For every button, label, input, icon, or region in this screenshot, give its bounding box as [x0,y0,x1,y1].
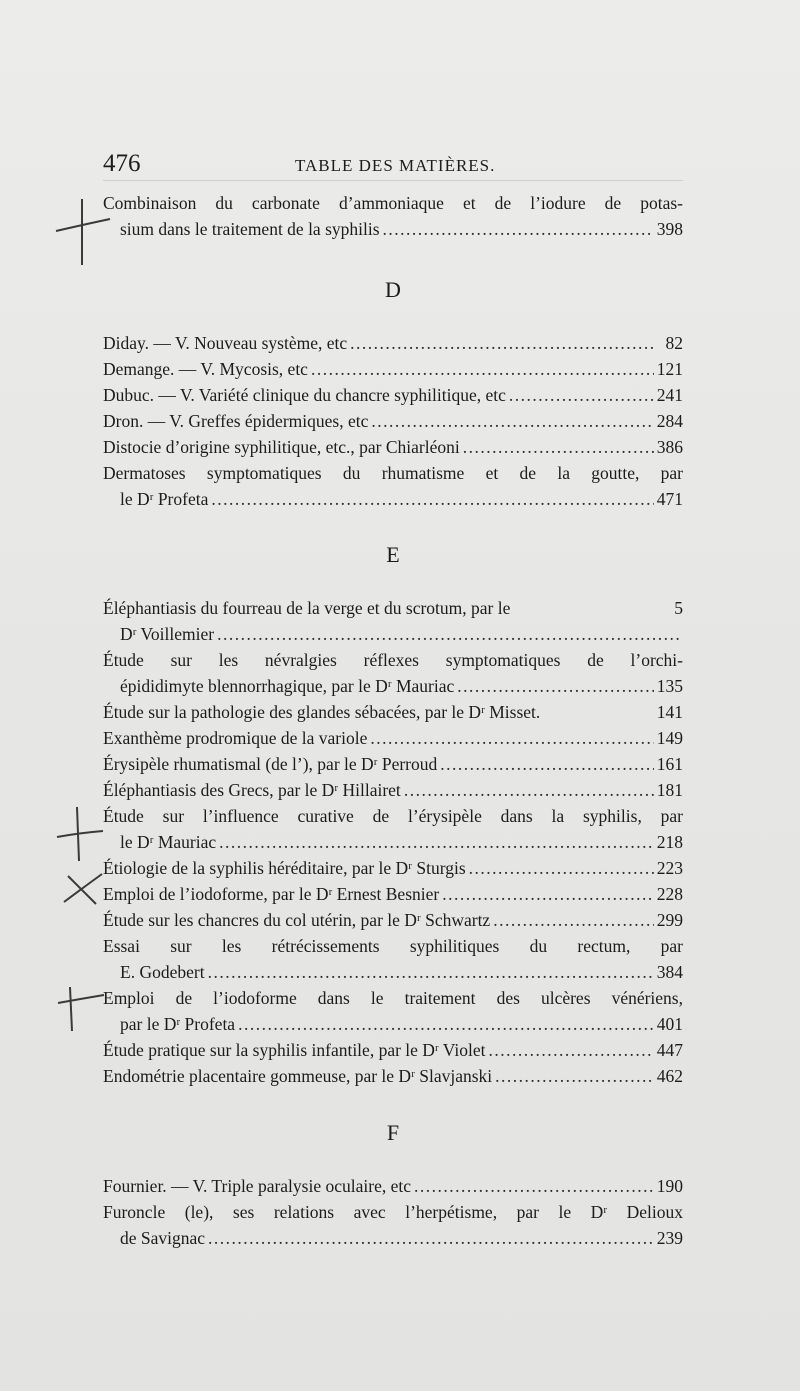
entry-page: 223 [656,858,683,878]
index-entry-line [103,884,683,910]
index-entry-line [103,910,683,936]
leader-dots [404,780,654,801]
entry-text: le Dʳ Profeta [120,489,209,509]
entry-text: Étude pratique sur la syphilis infantile, par le Dʳ Violet [103,1040,486,1060]
leader-dots [219,832,654,853]
leader-dots [217,624,680,645]
leader-dots [371,411,653,432]
entry-text: Furoncle (le), ses relations avec l’herpétisme, par le Dʳ Delioux [103,1202,683,1222]
leader-dots [495,1066,654,1087]
entry-text: Endométrie placentaire gommeuse, par le Dʳ Slavjanski [103,1066,493,1086]
entry-page: 141 [656,702,683,722]
entry-page: 239 [656,1228,683,1248]
leader-dots [211,489,653,510]
entry-page: 384 [656,962,683,982]
entry-page: 299 [656,910,683,930]
index-entry-line [120,219,683,245]
leader-dots [238,1014,654,1035]
index-entry-line [103,193,683,219]
entry-page: 284 [656,411,683,431]
entry-text: par le Dʳ Profeta [120,1014,236,1034]
entry-page: 149 [656,728,683,748]
leader-dots [463,437,654,458]
index-entry-line [120,962,683,988]
index-entry-line [103,1176,683,1202]
entry-text: Éléphantiasis des Grecs, par le Dʳ Hillairet [103,780,401,800]
entry-page: 218 [656,832,683,852]
leader-dots [383,219,654,240]
index-entry-line [103,936,683,962]
index-entry-line [103,754,683,780]
entry-page: 401 [656,1014,683,1034]
index-entry-line [103,806,683,832]
index-entry-line [103,702,683,728]
leader-dots [370,728,653,749]
index-entry-line [103,411,683,437]
entry-text: Demange. — V. Mycosis, etc [103,359,308,379]
entry-text: Étude sur la pathologie des glandes sébacées, par le Dʳ Misset. [103,702,541,722]
entry-page: 161 [656,754,683,774]
entry-text: Fournier. — V. Triple paralysie oculaire, etc [103,1176,411,1196]
page-header [103,150,683,181]
leader-dots [493,910,654,931]
index-entry-line [103,1066,683,1092]
leader-dots [350,333,656,354]
section-letter-e: E [386,542,400,567]
handwritten-cross-icon [56,985,106,1035]
index-entry-line [120,624,683,650]
entry-page: 386 [656,437,683,457]
entry-text: Étiologie de la syphilis héréditaire, par le Dʳ Sturgis [103,858,466,878]
leader-dots [208,962,654,983]
entry-text: Emploi de l’iodoforme dans le traitement des ulcères vénériens, [103,988,683,1008]
section-letter-d: D [385,277,401,302]
entry-text: E. Godebert [120,962,205,982]
index-entry-line [103,650,683,676]
index-entry-line [103,858,683,884]
entry-page: 241 [656,385,683,405]
entry-page: 471 [656,489,683,509]
entry-text: de Savignac [120,1228,206,1248]
entry-text: Emploi de l’iodoforme, par le Dʳ Ernest Besnier [103,884,440,904]
section-letter-f: F [386,1120,400,1145]
index-entry-line [120,489,683,515]
index-entry-line [103,728,683,754]
index-entry-line [103,385,683,411]
entry-text: Combinaison du carbonate d’ammoniaque et de l’iodure de potas- [103,193,683,213]
index-entry-line [103,988,683,1014]
leader-dots [509,385,654,406]
entry-text: Distocie d’origine syphilitique, etc., par Chiarléoni [103,437,460,457]
index-entry-line [103,463,683,489]
index-entry-line [120,832,683,858]
entry-text: Dron. — V. Greffes épidermiques, etc [103,411,369,431]
leader-dots [488,1040,653,1061]
entry-text: Dʳ Voillemier [120,624,215,644]
handwritten-cross-icon [60,868,105,913]
entry-text: Étude sur l’influence curative de l’érysipèle dans la syphilis, par [103,806,683,826]
entry-text: Dermatoses symptomatiques du rhumatisme et de la goutte, par [103,463,683,483]
index-entry-line [103,780,683,806]
entry-text: Diday. — V. Nouveau système, etc [103,333,348,353]
index-entry-line [103,437,683,463]
leader-dots [442,884,654,905]
entry-text: Essai sur les rétrécissements syphilitiques du rectum, par [103,936,683,956]
entry-text: Dubuc. — V. Variété clinique du chancre syphilitique, etc [103,385,506,405]
entry-text: Étude sur les chancres du col utérin, par le Dʳ Schwartz [103,910,491,930]
entry-page: 447 [656,1040,683,1060]
handwritten-cross-icon [55,805,105,865]
page-number: 476 [103,150,141,177]
leader-dots [414,1176,654,1197]
entry-page: 228 [656,884,683,904]
entry-page: 181 [656,780,683,800]
entry-page: 135 [656,676,683,696]
leader-dots [440,754,653,775]
leader-dots [457,676,654,697]
entry-page: 462 [656,1066,683,1086]
entry-text: Étude sur les névralgies réflexes symptomatiques de l’orchi- [103,650,683,670]
index-entry-line [103,598,683,624]
entry-page: 190 [656,1176,683,1196]
entry-page: 398 [656,219,683,239]
index-entry-line [103,1202,683,1228]
entry-text: Érysipèle rhumatismal (de l’), par le Dʳ Perroud [103,754,438,774]
index-entry-line [103,1040,683,1066]
entry-text: Exanthème prodromique de la variole [103,728,368,748]
entry-page: 82 [665,333,683,353]
index-entry-line [103,333,683,359]
entry-text: Éléphantiasis du fourreau de la verge et du scrotum, par le [103,598,511,618]
entry-text: épididimyte blennorrhagique, par le Dʳ Mauriac [120,676,455,696]
leader-dots [469,858,654,879]
handwritten-cross-icon [52,195,112,270]
index-entry-line [120,676,683,702]
entry-text: sium dans le traitement de la syphilis [120,219,380,239]
index-entry-line [103,359,683,385]
index-entry-line [120,1228,683,1254]
entry-text: le Dʳ Mauriac [120,832,217,852]
entry-page: 121 [656,359,683,379]
leader-dots [208,1228,654,1249]
index-entry-line [120,1014,683,1040]
entry-page: 5 [674,598,683,618]
leader-dots [311,359,654,380]
running-head: TABLE DES MATIÈRES. [295,156,496,175]
